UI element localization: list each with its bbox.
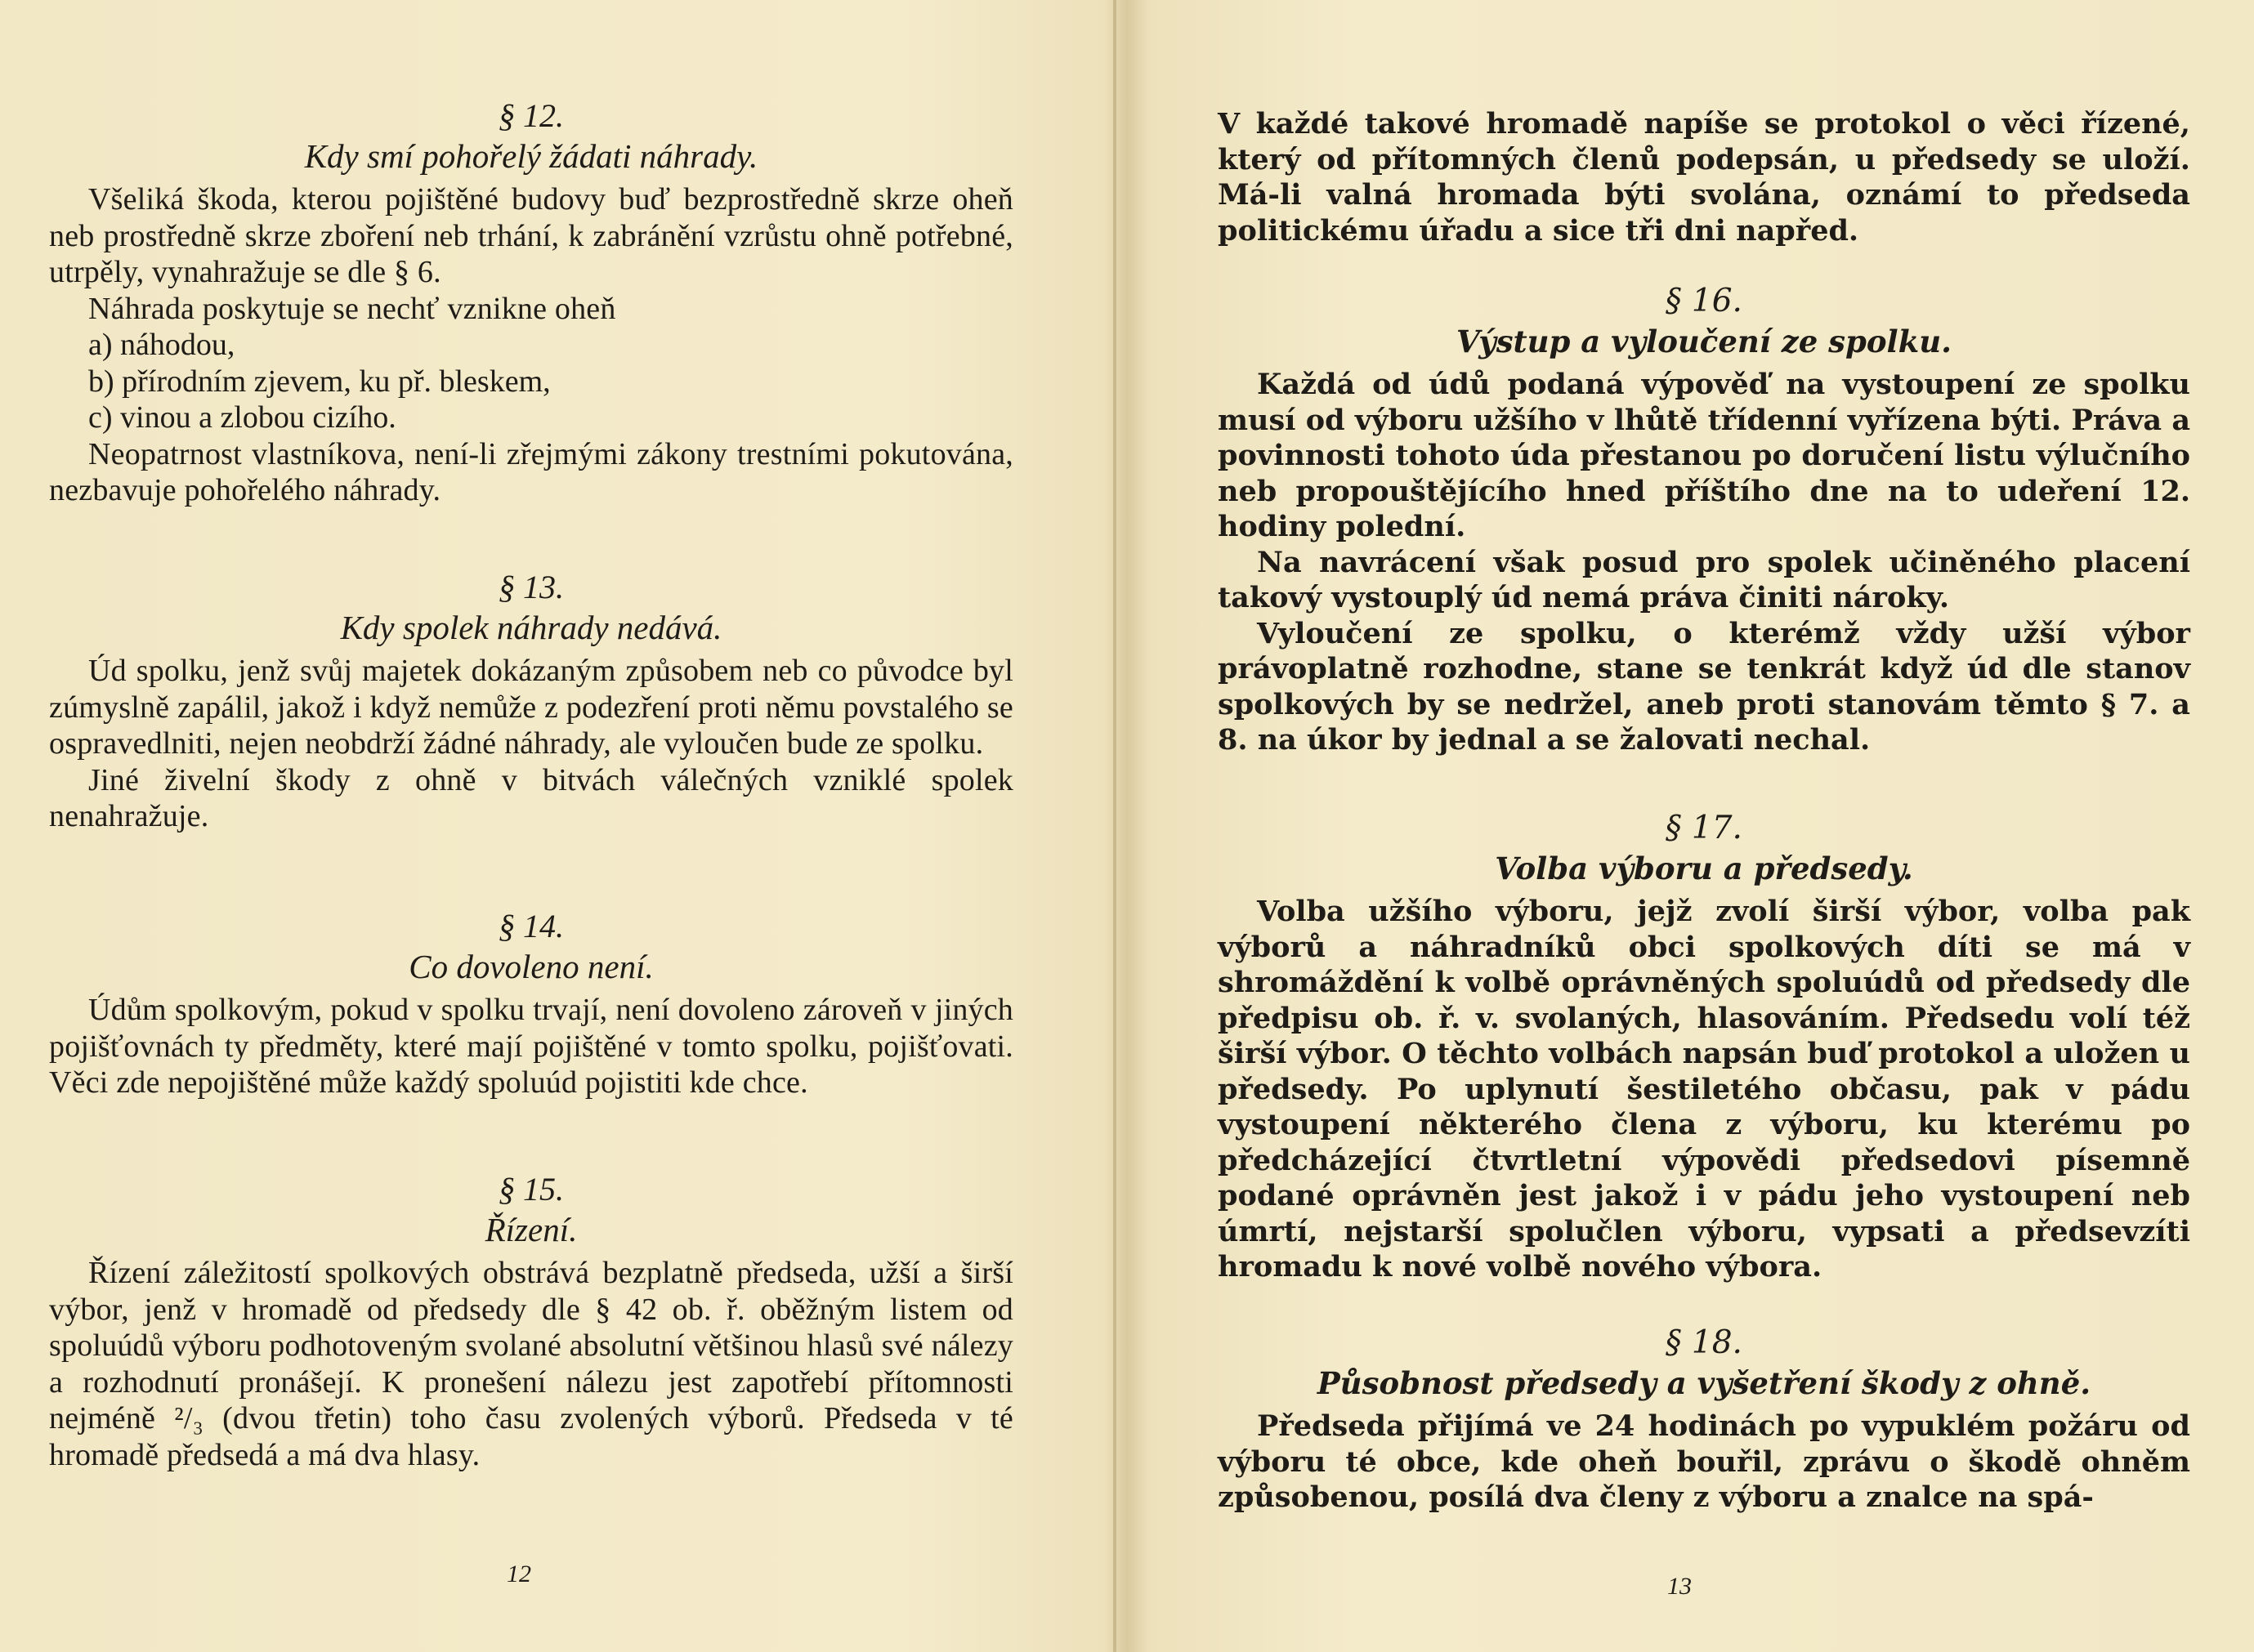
- paragraph: Údům spolkovým, pokud v spolku trvají, není dovoleno zároveň v jiných pojišťovnách ty předměty, které mají pojištěné v tomto spolku, pojišťovati. Věci zde nepojištěné může každý spoluúd pojistiti kde chce.: [49, 993, 1013, 1100]
- section-number: § 13.: [499, 569, 564, 605]
- book-gutter: [1113, 0, 1116, 1652]
- section-15: [49, 1170, 1013, 1473]
- section-13: [49, 568, 1013, 835]
- paragraph: Úd spolku, jenž svůj majetek dokázaným způsobem neb co původce byl zúmyslně zapálil, jakož i když nemůže z podezření proti němu povstalého se ospravedlniti, nejen neobdrží žádné náhrady, ale vyloučen bude ze spolku.: [49, 654, 1013, 761]
- paragraph: Volba užšího výboru, jejž zvolí širší výbor, volba pak výborů a náhradníků obci spolkových díti se má v shromáždění k volbě oprávněných spoluúdů od předsedy dle předpisu ob. ř. v. svolaných, hlasováním. Předsedu volí též širší výbor. O těchto volbách napsán buď protokol a uložen u předsedy. Po uplynutí šestiletého občasu, pak v pádu vystoupení některého člena z výboru, ku kterému po předcházející čtvrtletní výpovědi předsedovi písemně podané oprávněn jest jakož i v pádu jeho vystoupení neb úmrtí, nejstarší spolučlen výboru, vypsati a předsevzíti hromadu k nové volbě nového výbora.: [1218, 895, 2190, 1284]
- page-number: 12: [507, 1560, 531, 1587]
- paragraph: Náhrada poskytuje se nechť vznikne oheň: [88, 291, 616, 326]
- section-title: Působnost předsedy a vyšetření škody z ohně.: [1317, 1365, 2091, 1401]
- paragraph: Řízení záležitostí spolkových obstrává bezplatně předseda, užší a širší výbor, jenž v hromadě od předsedy dle § 42 ob. ř. oběžným listem od spoluúdů výboru podhotoveným svolané absolutní většinou hlasů své nálezy a rozhodnutí pronášejí. K pronešení nálezu jest zapotřebí přítomnosti nejméně ²/₃ (dvou třetin) toho času zvolených výborů. Předseda v té hromadě předsedá a má dva hlasy.: [49, 1256, 1013, 1472]
- paragraph: Jiné živelní škody z ohně v bitvách válečných vzniklé spolek nenahražuje.: [49, 762, 1013, 833]
- section-title: Volba výboru a předsedy.: [1495, 851, 1913, 886]
- section-number: § 18.: [1666, 1324, 1742, 1361]
- section-title: Řízení.: [485, 1211, 578, 1248]
- section-17: [1218, 809, 2190, 1285]
- paragraph: Předseda přijímá ve 24 hodinách po vypuklém požáru od výboru té obce, kde oheň bouřil, zprávu o škodě ohněm způsobenou, posílá dva členy z výboru a znalce na spá-: [1218, 1409, 2190, 1514]
- section-number: § 17.: [1666, 810, 1742, 846]
- section-number: § 12.: [499, 97, 564, 134]
- section-14: [49, 907, 1013, 1101]
- paragraph: Neopatrnost vlastníkova, není-li zřejmými zákony trestními pokutována, nezbavuje pohořelého náhrady.: [49, 436, 1013, 507]
- section-16: [1218, 282, 2190, 758]
- paragraph: Všeliká škoda, kterou pojištěné budovy buď bezprostředně skrze oheň neb prostředně skrze zboření neb trhání, k zabránění vzrůstu ohně potřebné, utrpěly, vynahražuje se dle § 6.: [49, 182, 1013, 289]
- list-item: a) náhodou,: [88, 328, 235, 362]
- section-number: § 16.: [1666, 283, 1742, 319]
- section-18: [1218, 1324, 2190, 1516]
- paragraph: V každé takové hromadě napíše se protokol o věci řízené, který od přítomných členů podepsán, u předsedy se uloží. Má-li valná hromada býti svolána, oznámí to předseda politickému úřadu a sice tři dni napřed.: [1218, 107, 2190, 248]
- paragraph: Na navrácení však posud pro spolek učiněného placení takový vystouplý úd nemá práva činiti nároky.: [1218, 545, 2190, 614]
- section-number: § 15.: [499, 1171, 564, 1208]
- left-page: [49, 0, 1013, 1652]
- section-title: Kdy spolek náhrady nedává.: [340, 609, 722, 646]
- list-item: b) přírodním zjevem, ku př. bleskem,: [88, 364, 551, 399]
- section-15-continued: [1218, 106, 2190, 248]
- section-title: Co dovoleno není.: [409, 948, 654, 985]
- section-title: Výstup a vyloučení ze spolku.: [1456, 324, 1952, 359]
- list-item: c) vinou a zlobou cizího.: [88, 400, 396, 435]
- page-number: 13: [1667, 1573, 1692, 1600]
- section-number: § 14.: [499, 908, 564, 944]
- section-title: Kdy smí pohořelý žádati náhrady.: [304, 137, 758, 175]
- paragraph: Každá od údů podaná výpověď na vystoupení ze spolku musí od výboru užšího v lhůtě třídenní vyřízena býti. Práva a povinnosti tohoto úda přestanou po doručení listu výlučního neb propouštějícího hned příštího dne na to udeření 12. hodiny polední.: [1218, 368, 2190, 543]
- paragraph: Vyloučení ze spolku, o kterémž vždy užší výbor právoplatně rozhodne, stane se tenkrát když úd dle stanov spolkových by se nedržel, aneb proti stanovám těmto § 7. a 8. na úkor by jednal a se žalovati nechal.: [1218, 616, 2190, 757]
- right-page: [1218, 0, 2190, 1652]
- section-12: [49, 96, 1013, 509]
